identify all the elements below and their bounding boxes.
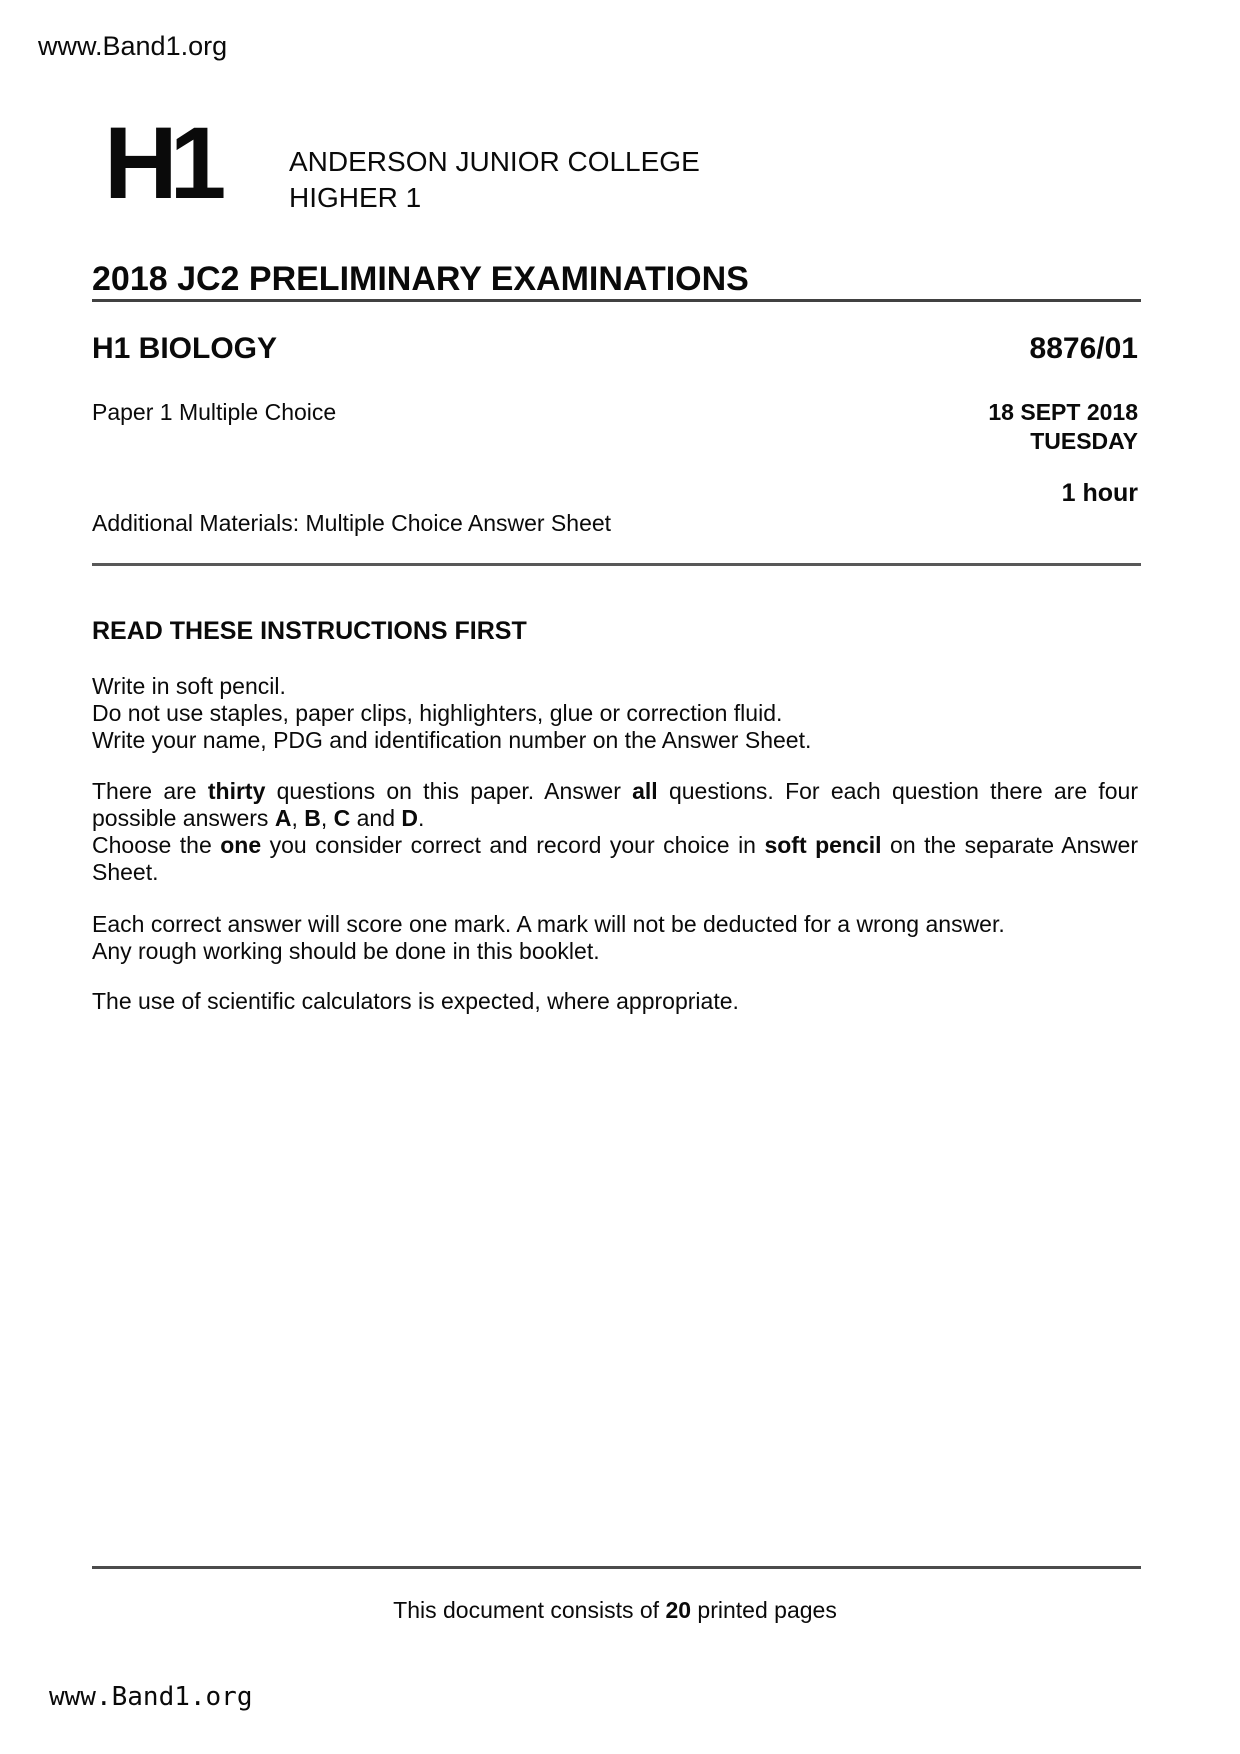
additional-materials: Additional Materials: Multiple Choice Answer Sheet — [92, 510, 612, 536]
instruction-line: Any rough working should be done in this booklet. — [92, 938, 600, 964]
instructions-heading: READ THESE INSTRUCTIONS FIRST — [92, 617, 527, 645]
instruction-line: possible answers A, B, C and D. — [92, 805, 425, 831]
instruction-line: Each correct answer will score one mark. A mark will not be deducted for a wrong answer. — [92, 911, 1005, 937]
site-url-footer: www.Band1.org — [49, 1682, 253, 1712]
instruction-line: Write in soft pencil. — [92, 673, 286, 699]
site-url-header: www.Band1.org — [38, 31, 228, 61]
instruction-line: Choose the one you consider correct and record your choice in soft pencil on the separate Answer — [92, 832, 1138, 858]
paper-name: Paper 1 Multiple Choice — [92, 399, 337, 425]
exam-date: 18 SEPT 2018 — [988, 399, 1138, 425]
h1-logo: H1 — [104, 106, 219, 220]
title-rule — [92, 299, 1141, 302]
exam-duration: 1 hour — [1061, 479, 1138, 507]
paper-code: 8876/01 — [1029, 332, 1138, 365]
subject-row — [92, 332, 1138, 365]
instructions-block-questions — [92, 778, 1138, 886]
instruction-line: Do not use staples, paper clips, highlighters, glue or correction fluid. — [92, 700, 783, 726]
page-count-note: This document consists of 20 printed pages — [393, 1597, 837, 1623]
instruction-line: Write your name, PDG and identification number on the Answer Sheet. — [92, 727, 812, 753]
exam-series-title: 2018 JC2 PRELIMINARY EXAMINATIONS — [92, 260, 749, 298]
paper-row — [92, 398, 1138, 456]
instructions-block-marking — [92, 911, 1138, 965]
college-block — [289, 144, 700, 216]
instruction-line: There are thirty questions on this paper. Answer all questions. For each question there are four — [92, 778, 1139, 804]
instructions-block-calculator — [92, 988, 1138, 1015]
college-name: ANDERSON JUNIOR COLLEGE — [289, 146, 700, 177]
subject-name: H1 BIOLOGY — [92, 332, 278, 365]
exam-date-block — [988, 398, 1138, 456]
footer-rule — [92, 1566, 1141, 1569]
instructions-block-general — [92, 673, 1138, 754]
instruction-line: The use of scientific calculators is expected, where appropriate. — [92, 988, 739, 1014]
level-name: HIGHER 1 — [289, 182, 422, 213]
exam-day: TUESDAY — [1030, 428, 1138, 454]
instruction-line: Sheet. — [92, 859, 159, 885]
section-divider-rule — [92, 563, 1141, 566]
